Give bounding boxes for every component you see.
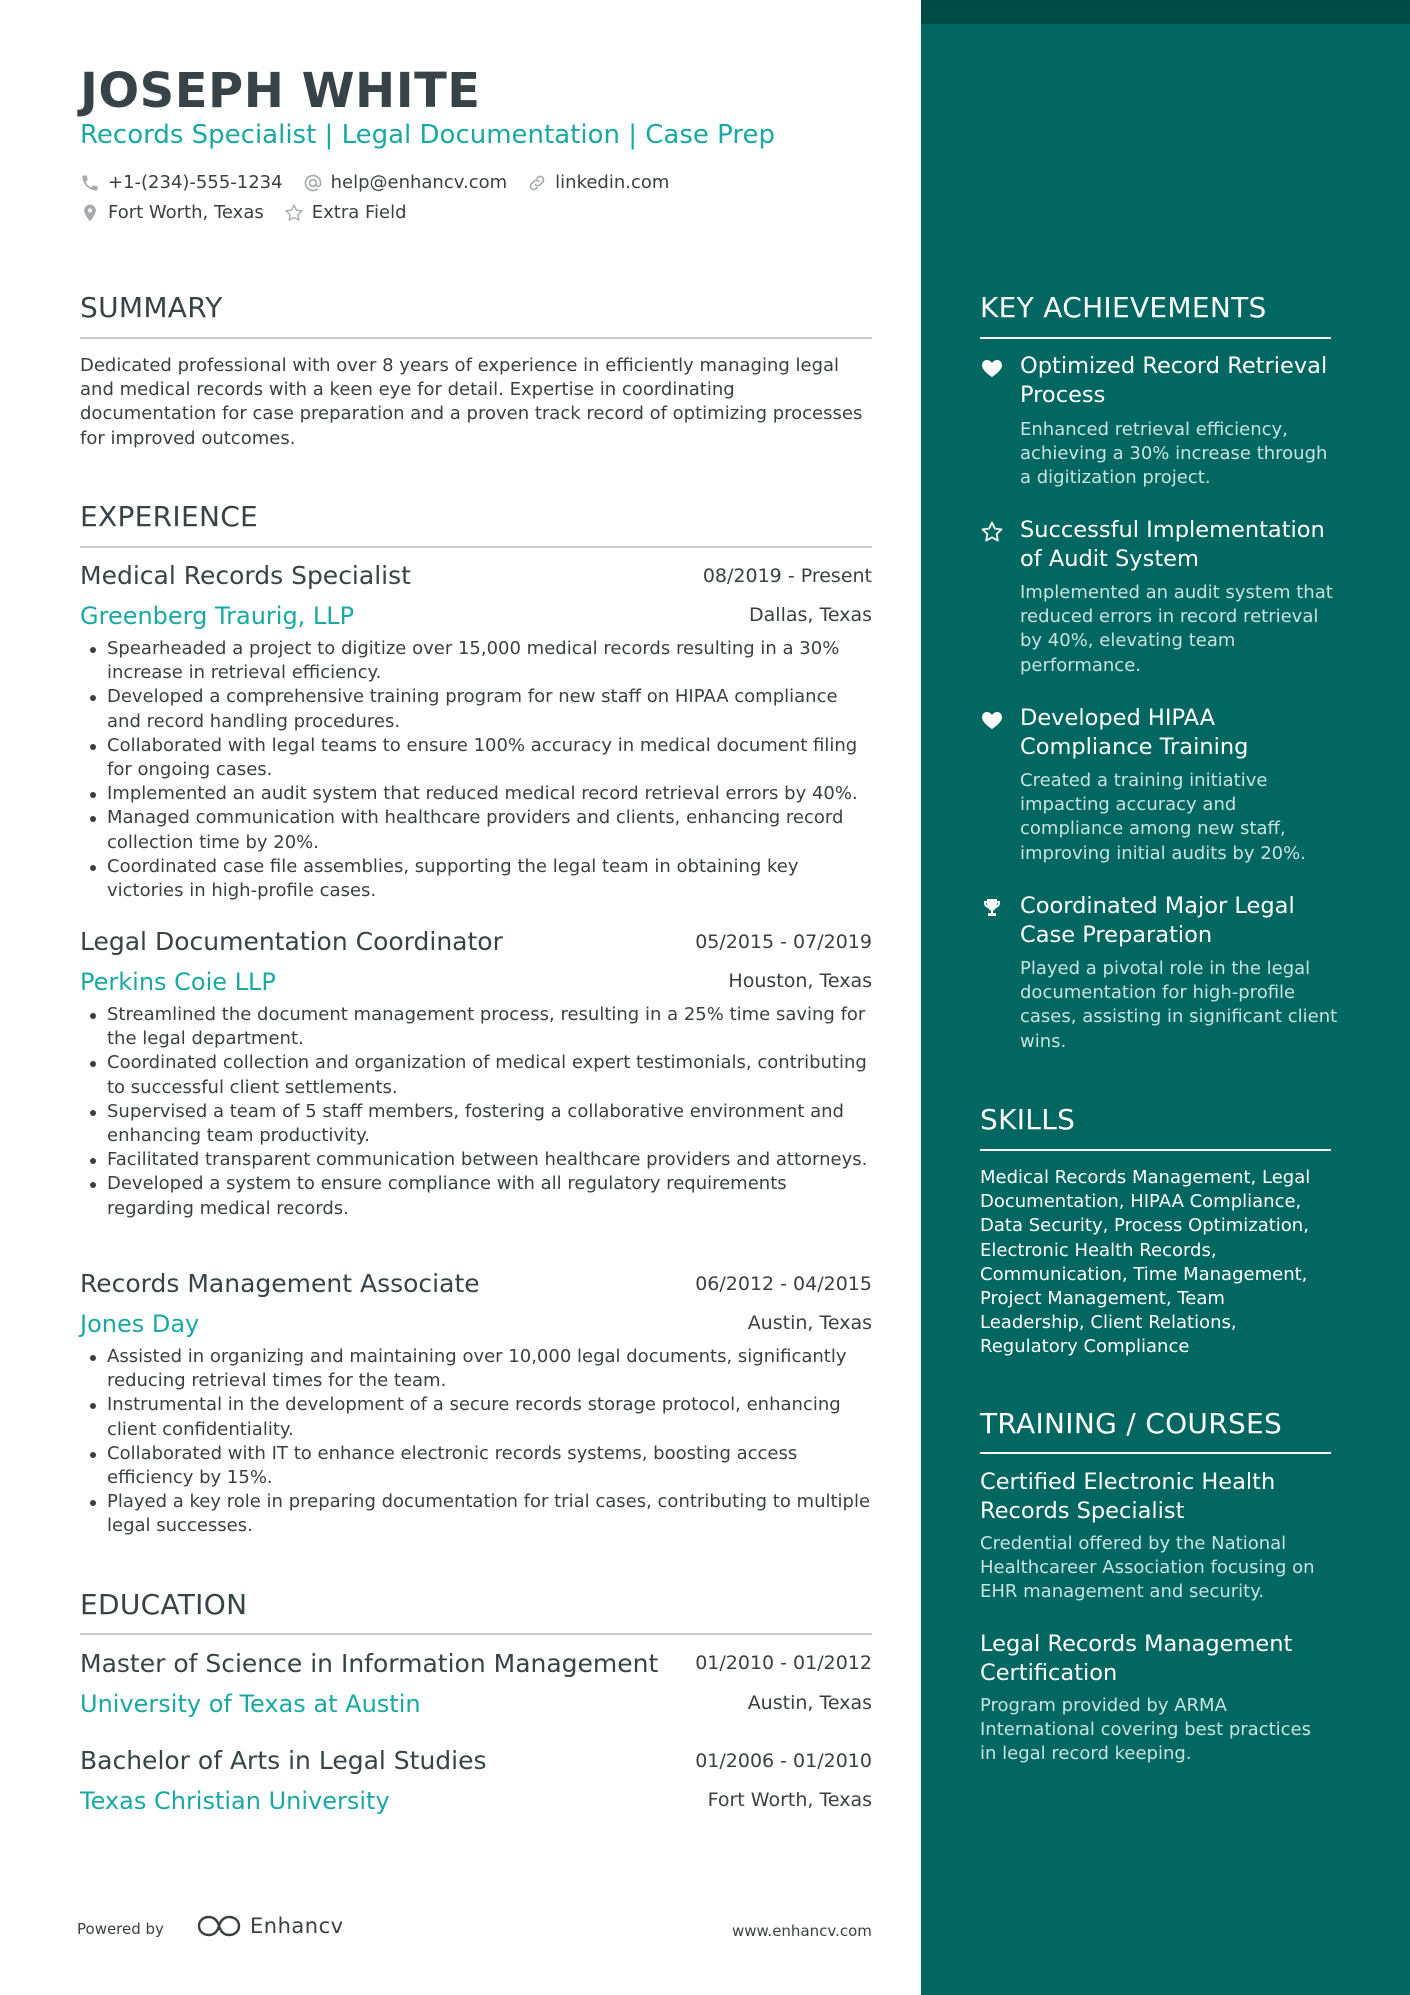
list-item: Managed communication with healthcare providers and clients, enhancing record collection time by 20%. <box>80 806 872 854</box>
footer-url[interactable]: www.enhancv.com <box>732 1922 872 1940</box>
link-icon <box>527 173 547 193</box>
list-item: Implemented an audit system that reduced medical record retrieval errors by 40%. <box>80 782 872 806</box>
email-text: help@enhancv.com <box>330 172 508 193</box>
list-item: Instrumental in the development of a secure records storage protocol, enhancing client confidentiality. <box>80 1393 872 1441</box>
summary-text: Dedicated professional with over 8 years of experience in efficiently managing legal and medical records with a keen eye for detail. Expertise in coordinating documentation for case preparation and a proven track record of optimizing processes for improved outcomes. <box>80 355 863 449</box>
skills-text: Medical Records Management, Legal Documentation, HIPAA Compliance, Data Security, Process Optimization, Electronic Health Records, Communication, Time Management, Project Management, Team Leadership, Client Relations, Regulatory Compliance <box>980 1167 1311 1358</box>
list-item: Developed a system to ensure compliance with all regulatory requirements regarding medical records. <box>80 1172 872 1220</box>
trophy-icon <box>980 896 1004 920</box>
list-item: Streamlined the document management process, resulting in a 25% time saving for the legal department. <box>80 1003 872 1051</box>
location-text: Fort Worth, Texas <box>108 202 264 223</box>
course-desc: Credential offered by the National Healthcareer Association focusing on EHR management and security. <box>980 1533 1315 1603</box>
summary-divider <box>80 337 872 339</box>
achievement-desc: Played a pivotal role in the legal documentation for high-profile cases, assisting in significant client wins. <box>1020 958 1338 1052</box>
achievements-heading: KEY ACHIEVEMENTS <box>980 291 1267 324</box>
job-bullets <box>80 1345 872 1539</box>
achievement-desc: Created a training initiative impacting accuracy and compliance among new staff, improving initial audits by 20%. <box>1020 770 1306 864</box>
education-heading: EDUCATION <box>80 1588 248 1621</box>
education-location: Fort Worth, Texas <box>707 1789 872 1811</box>
education-location: Austin, Texas <box>747 1692 872 1714</box>
job-date: 06/2012 - 04/2015 <box>695 1273 872 1295</box>
candidate-subtitle: Records Specialist | Legal Documentation | Case Prep <box>80 120 775 150</box>
at-icon <box>303 173 323 193</box>
list-item: Assisted in organizing and maintaining over 10,000 legal documents, significantly reducing retrieval times for the team. <box>80 1345 872 1393</box>
list-item: Collaborated with legal teams to ensure 100% accuracy in medical document filing for ongoing cases. <box>80 734 872 782</box>
education-divider <box>80 1633 872 1635</box>
list-item: Spearheaded a project to digitize over 15,000 medical records resulting in a 30% increase in retrieval efficiency. <box>80 637 872 685</box>
contact-location <box>80 202 264 223</box>
training-heading: TRAINING / COURSES <box>980 1407 1283 1440</box>
education-date: 01/2010 - 01/2012 <box>695 1652 872 1674</box>
contact-row-1 <box>80 172 689 193</box>
footer-brand: Enhancv <box>250 1914 344 1938</box>
education-school: University of Texas at Austin <box>80 1690 421 1718</box>
job-location: Austin, Texas <box>747 1312 872 1334</box>
education-school: Texas Christian University <box>80 1787 390 1815</box>
job-location: Houston, Texas <box>728 970 872 992</box>
location-icon <box>80 203 100 223</box>
company-name: Perkins Coie LLP <box>80 968 276 996</box>
job-title: Medical Records Specialist <box>80 561 411 590</box>
education-degree: Master of Science in Information Management <box>80 1649 659 1678</box>
list-item: Coordinated case file assemblies, supporting the legal team in obtaining key victories in high-profile cases. <box>80 855 872 903</box>
phone-icon <box>80 173 100 193</box>
company-name: Jones Day <box>80 1310 200 1338</box>
contact-email[interactable] <box>303 172 508 193</box>
contact-linkedin[interactable] <box>527 172 669 193</box>
enhancv-logo-icon <box>196 1913 242 1939</box>
job-bullets <box>80 1003 872 1221</box>
footer-powered-by: Powered by <box>77 1920 164 1938</box>
achievement-title: Coordinated Major Legal Case Preparation <box>1020 893 1295 948</box>
job-location: Dallas, Texas <box>749 604 872 626</box>
sidebar-top-bar <box>921 0 1410 24</box>
footer-logo[interactable] <box>196 1913 344 1939</box>
heart-icon <box>980 708 1004 732</box>
extra-field-text: Extra Field <box>311 202 407 223</box>
education-date: 01/2006 - 01/2010 <box>695 1750 872 1772</box>
achievement-desc: Enhanced retrieval efficiency, achieving a 30% increase through a digitization project. <box>1020 419 1328 489</box>
experience-heading: EXPERIENCE <box>80 500 259 533</box>
achievement-title: Optimized Record Retrieval Process <box>1020 353 1328 408</box>
contact-row-2 <box>80 202 427 223</box>
training-divider <box>980 1452 1331 1454</box>
list-item: Coordinated collection and organization of medical expert testimonials, contributing to successful client settlements. <box>80 1051 872 1099</box>
education-degree: Bachelor of Arts in Legal Studies <box>80 1746 487 1775</box>
job-title: Records Management Associate <box>80 1269 480 1298</box>
job-date: 05/2015 - 07/2019 <box>695 931 872 953</box>
course-desc: Program provided by ARMA International covering best practices in legal record keeping. <box>980 1695 1312 1765</box>
course-title: Certified Electronic Health Records Specialist <box>980 1469 1276 1524</box>
experience-divider <box>80 546 872 548</box>
company-name: Greenberg Traurig, LLP <box>80 602 355 630</box>
list-item: Facilitated transparent communication between healthcare providers and attorneys. <box>80 1148 872 1172</box>
contact-phone <box>80 172 283 193</box>
heart-icon <box>980 356 1004 380</box>
achievement-title: Developed HIPAA Compliance Training <box>1020 705 1249 760</box>
summary-heading: SUMMARY <box>80 291 223 324</box>
linkedin-text: linkedin.com <box>555 172 670 193</box>
job-bullets <box>80 637 872 903</box>
star-outline-icon <box>980 520 1004 544</box>
contact-extra <box>284 202 407 223</box>
skills-divider <box>980 1149 1331 1151</box>
skills-heading: SKILLS <box>980 1103 1076 1136</box>
star-icon <box>284 203 304 223</box>
candidate-name: JOSEPH WHITE <box>80 63 481 119</box>
achievement-desc: Implemented an audit system that reduced errors in record retrieval by 40%, elevating team performance. <box>1020 582 1333 676</box>
job-title: Legal Documentation Coordinator <box>80 927 503 956</box>
course-title: Legal Records Management Certification <box>980 1631 1293 1686</box>
achievement-title: Successful Implementation of Audit System <box>1020 517 1325 572</box>
list-item: Supervised a team of 5 staff members, fostering a collaborative environment and enhancing team productivity. <box>80 1100 872 1148</box>
achievements-divider <box>980 337 1331 339</box>
list-item: Developed a comprehensive training program for new staff on HIPAA compliance and record handling procedures. <box>80 685 872 733</box>
job-date: 08/2019 - Present <box>702 565 872 587</box>
phone-text: +1-(234)-555-1234 <box>108 172 283 193</box>
list-item: Played a key role in preparing documentation for trial cases, contributing to multiple legal successes. <box>80 1490 872 1538</box>
list-item: Collaborated with IT to enhance electronic records systems, boosting access efficiency by 15%. <box>80 1442 872 1490</box>
